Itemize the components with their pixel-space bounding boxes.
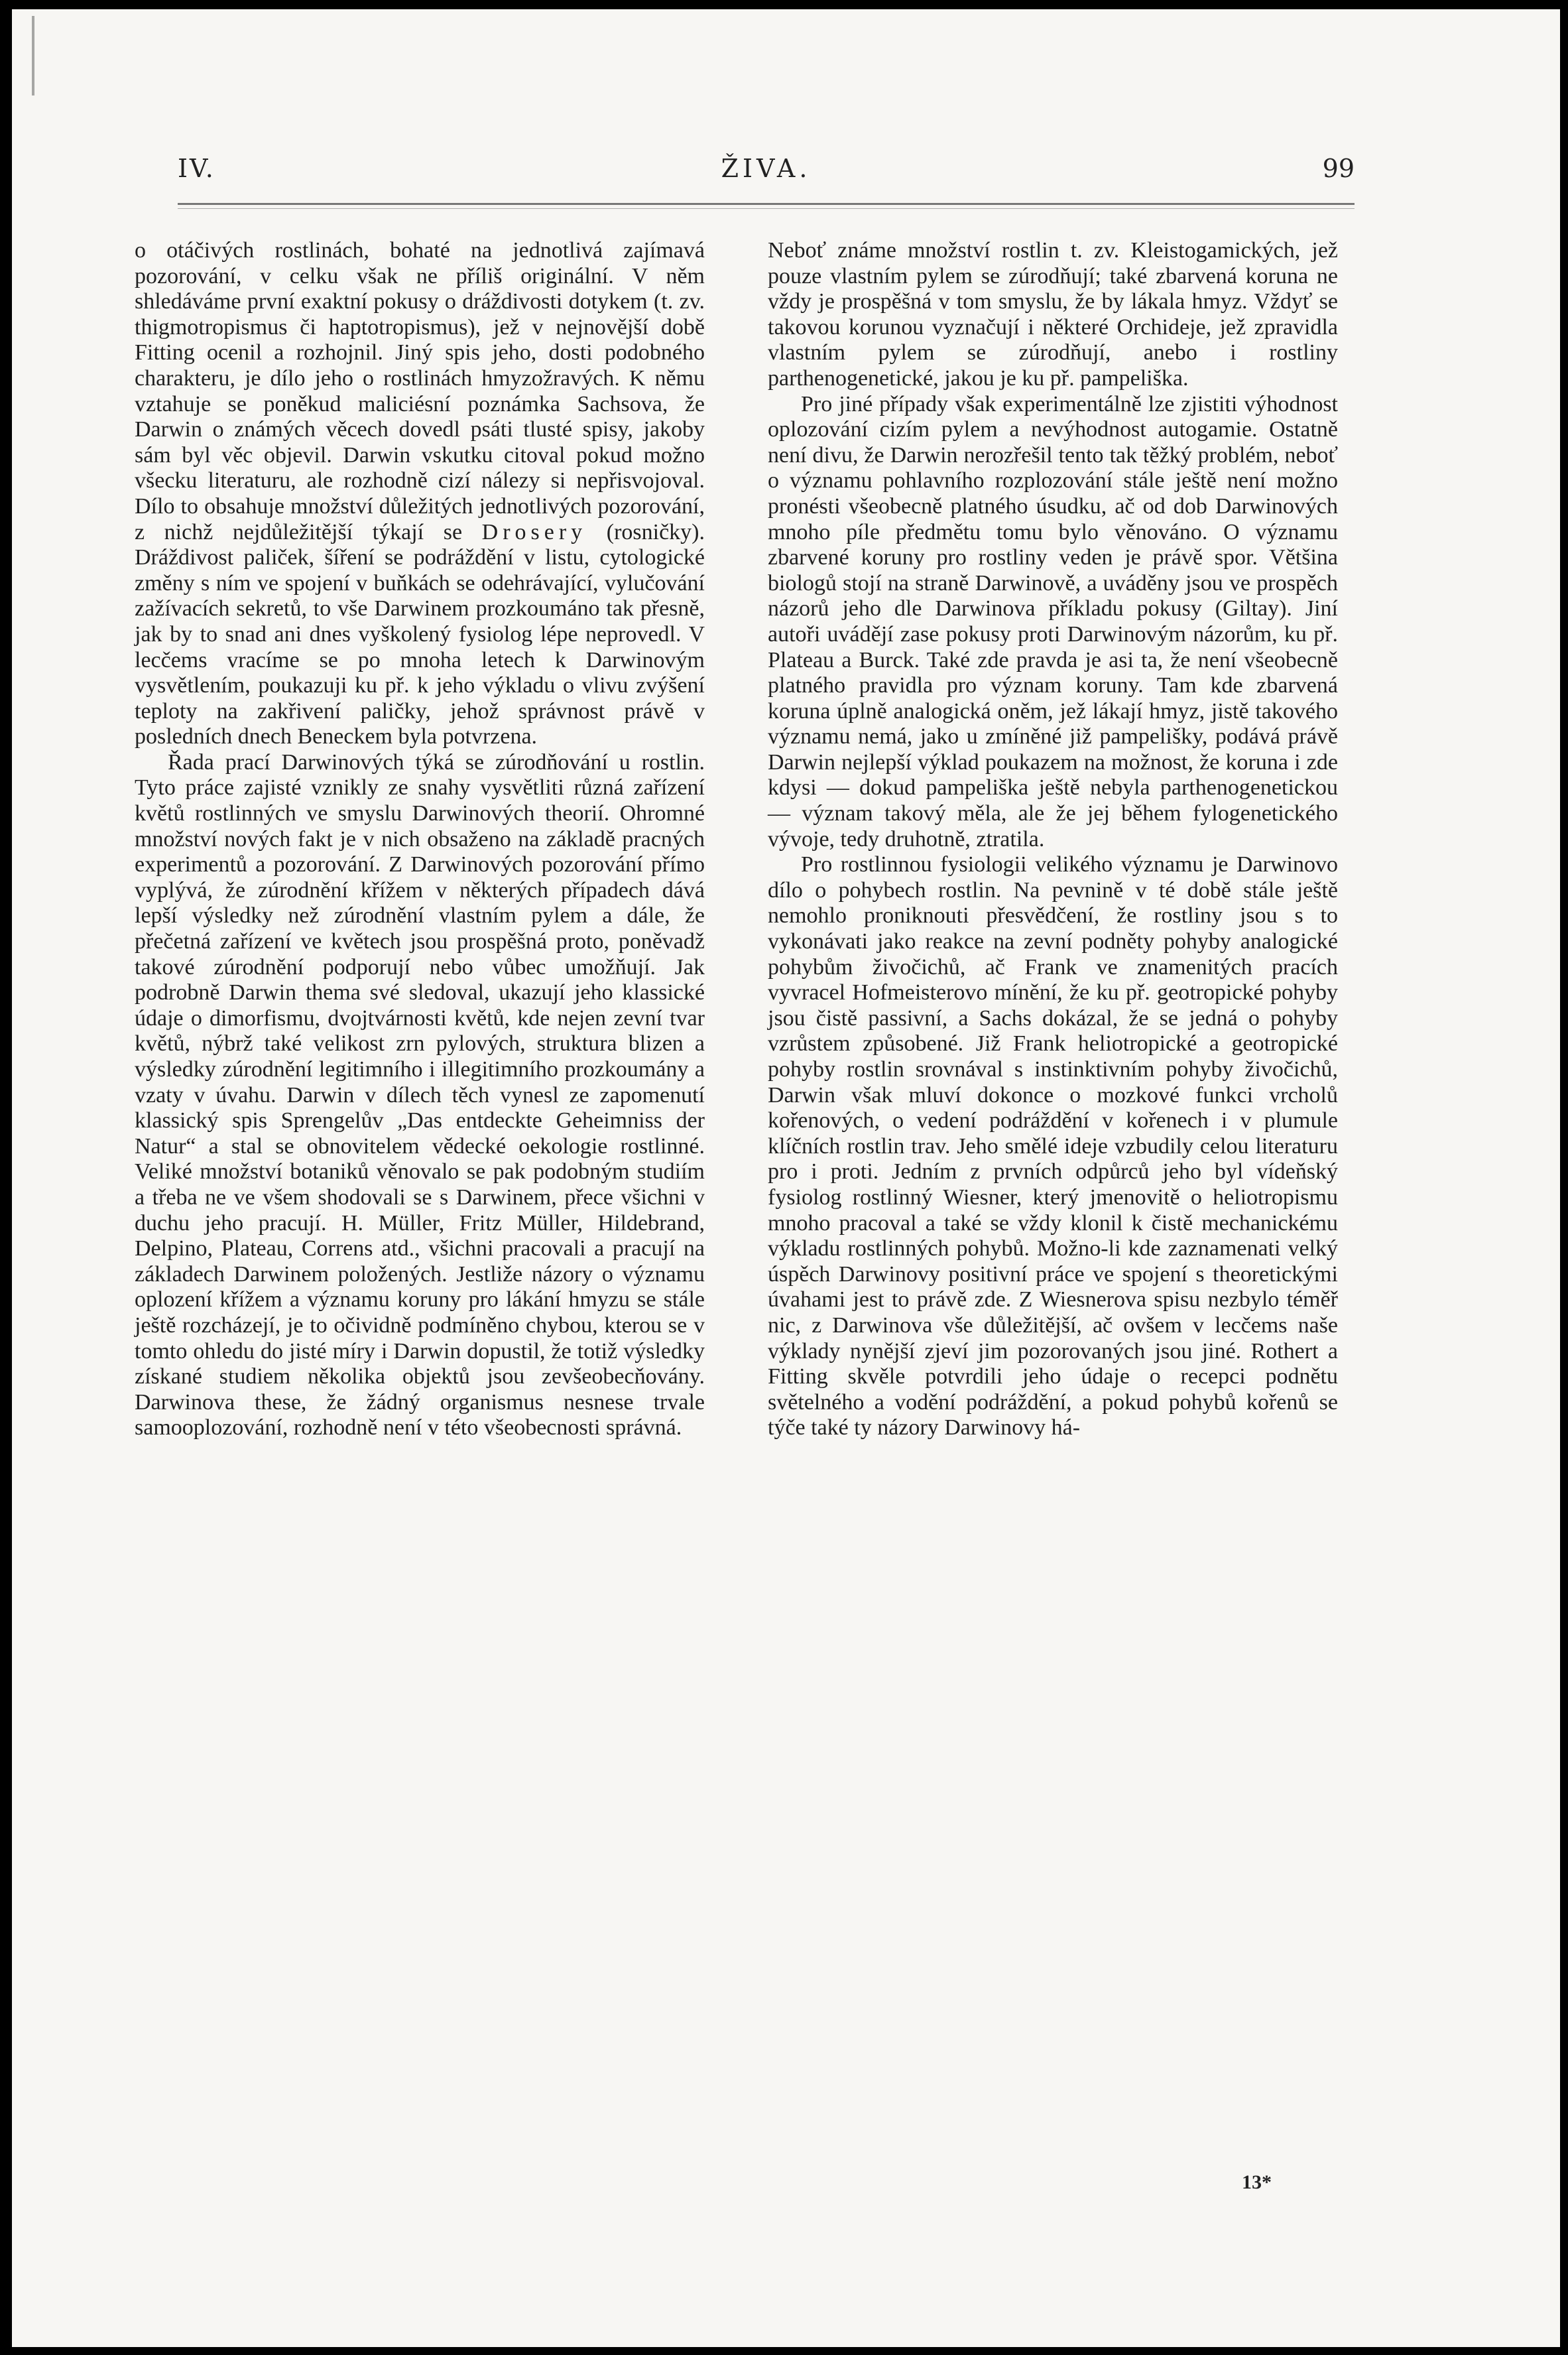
right-column	[768, 238, 1338, 1441]
right-paragraph-3: Pro rostlinnou fysiologii velikého významu je Darwinovo dílo o pohybech rostlin. Na pevnině v té době stále ještě nemohlo proniknouti přesvědčení, že rostliny jsou s to vykonávati jako reakce na zevní podněty pohyby analogické pohybům živočichů, ač Frank ve znamenitých pracích vyvracel Hofmeisterovo mínění, že ku př. geotropické pohyby jsou čistě passivní, a Sachs dokázal, že se jedná o pohyby vzrůstem způsobené. Již Frank heliotropické a geotropické pohyby rostlin srovnával s instinktivním pohyby živočichů, Darwin však mluví dokonce o mozkové funkci vrcholů kořenových, o vedení podráždění v kořenech i v plumule klíčních rostlin trav. Jeho smělé ideje vzbudily celou literaturu pro i proti. Jedním z prvních odpůrců jeho byl vídeňský fysiolog rostlinný Wiesner, který jmenovitě o heliotropismu mnoho pracoval a také se vždy klonil k čistě mechanickému výkladu rostlinných pohybů. Možno-li kde zaznamenati velký úspěch Darwinovy positivní práce ve spojení s theoretickými úvahami jest to právě zde. Z Wiesnerova spisu nezbylo téměř nic, z Darwinova vše důležitější, ač ovšem v lecčems naše výklady nynější zjeví jim pozorovaných jsou jiné. Rothert a Fitting skvěle potvrdili jeho údaje o recepci podnětu světelného a vodění podráždění, a pokud pohybů kořenů se týče také ty názory Darwinovy há-	[768, 852, 1338, 1440]
header-rule-thin	[178, 208, 1355, 209]
volume-number: IV.	[178, 154, 215, 183]
right-paragraph-1: Neboť známe množství rostlin t. zv. Kleistogamických, jež pouze vlastním pylem se zúrodňují; také zbarvená koruna ne vždy je prospěšná v tom smyslu, že by lákala hmyz. Vždyť se takovou korunou vyznačují i některé Orchideje, jež zpravidla vlastním pylem se zúrodňují, anebo i rostliny parthenogenetické, jakou je ku př. pampeliška.	[768, 238, 1338, 391]
running-header	[178, 154, 1355, 194]
page	[12, 9, 1560, 2347]
left-paragraph-1	[135, 238, 705, 750]
left-paragraph-2: Řada prací Darwinových týká se zúrodňování u rostlin. Tyto práce zajisté vznikly ze snahy vysvětliti různá zařízení květů rostlinných ve smyslu Darwinových theorií. Ohromné množství nových fakt je v nich obsaženo na základě pracných experimentů a pozorování. Z Darwinových pozorování přímo vyplývá, že zúrodnění křížem v některých případech dává lepší výsledky než zúrodnění vlastním pylem a dále, že přečetná zařízení ve květech jsou prospěšná proto, poněvadž takové zúrodnění podporují nebo vůbec umožňují. Jak podrobně Darwin thema své sledoval, ukazují jeho klassické údaje o dimorfismu, dvojtvárnosti květů, kde nejen zevní tvar květů, nýbrž také velikost zrn pylových, struktura blizen a výsledky zúrodnění legitimního i illegitimního prozkoumány a vzaty v úvahu. Darwin v dílech těch vynesl ze zapomenutí klassický spis Sprengelův „Das entdeckte Geheimniss der Natur“ a stal se obnovitelem vědecké oekologie rostlinné. Veliké množství botaniků věnovalo se pak podobným studiím a třeba ne ve všem shodovali se s Darwinem, přece všichni v duchu jeho pracují. H. Müller, Fritz Müller, Hildebrand, Delpino, Plateau, Correns atd., všichni pracovali a pracují na základech Darwinem položených. Jestliže názory o významu oplození křížem a významu koruny pro lákání hmyzu se stále ještě rozcházejí, je to očividně podmíněno chybou, kterou se v tomto ohledu do jisté míry i Darwin dopustil, že totiž výsledky získané studiem několika objektů jsou zevšeobecňovány. Darwinova these, že žádný organismus nesnese trvale samooplozování, rozhodně není v této všeobecnosti správná.	[135, 749, 705, 1440]
left-column	[135, 238, 705, 1441]
page-number: 99	[1322, 154, 1355, 183]
scan-edge-mark	[32, 16, 61, 95]
journal-title: ŽIVA.	[721, 154, 812, 183]
right-paragraph-2: Pro jiné případy však experimentálně lze zjistiti výhodnost oplozování cizím pylem a nevýhodnost autogamie. Ostatně není divu, že Darwin nerozřešil tento tak těžký problém, neboť o významu pohlavního rozplozování stále ještě není možno pronésti všeobecně platného úsudku, ač od dob Darwinových mnoho píle předmětu tomu bylo věnováno. O významu zbarvené koruny pro rostliny veden je právě spor. Většina biologů stojí na straně Darwinově, a uváděny jsou ve prospěch názorů jeho dle Darwinova příkladu pokusy (Giltay). Jiní autoři uvádějí zase pokusy proti Darwinovým názorům, ku př. Plateau a Burck. Také zde pravda je asi ta, že není všeobecně platného pravidla pro význam koruny. Tam kde zbarvená koruna úplně analogická oněm, jež lákají hmyz, jistě takového významu nemá, jako u zmíněné již pampelišky, podává právě Darwin nejlepší výklad poukazem na možnost, že koruna i zde kdysi — dokud pampeliška ještě nebyla parthenogenetickou — význam takový měla, ale že jej během fylogenetického vývoje, tedy druhotně, ztratila.	[768, 391, 1338, 852]
left-p1-rest: (rosničky). Dráždivost paliček, šíření se podráždění v listu, cytologické změny s ním ve spojení v buňkách se odehrávající, vylučování zažívacích sekretů, to vše Darwinem prozkoumáno tak přesně, jak by to snad ani dnes vyškolený fysiolog lépe neprovedl. V lecčems vracíme se po mnoha letech k Darwinovým vysvětlením, poukazuji ku př. k jeho výkladu o vlivu zvýšení teploty na zakřivení paličky, jehož správnost právě v posledních dnech Beneckem byla potvrzena.	[135, 519, 705, 749]
header-rule	[178, 203, 1355, 205]
signature-mark: 13*	[1242, 2171, 1272, 2193]
drosera-term: Drosery	[481, 519, 587, 544]
left-p1-text: o otáčivých rostlinách, bohaté na jednotlivá zajímavá pozorování, v celku však ne příliš originální. V něm shledáváme první exaktní pokusy o dráždivosti dotykem (t. zv. thigmotropismus či haptotropismus), jež v nejnovější době Fitting ocenil a rozhojnil. Jiný spis jeho, dosti podobného charakteru, je dílo jeho o rostlinách hmyzožravých. K němu vztahuje se poněkud maliciésní poznámka Sachsova, že Darwin o známých věcech dovedl psáti tlusté spisy, jakoby sám byl věc objevil. Darwin vskutku citoval pokud možno všecku literaturu, ale rozhodně cizí nálezy si nepřisvojoval. Dílo to obsahuje množství důležitých jednotlivých pozorování, z nichž nejdůležitější týkají se	[135, 238, 705, 544]
